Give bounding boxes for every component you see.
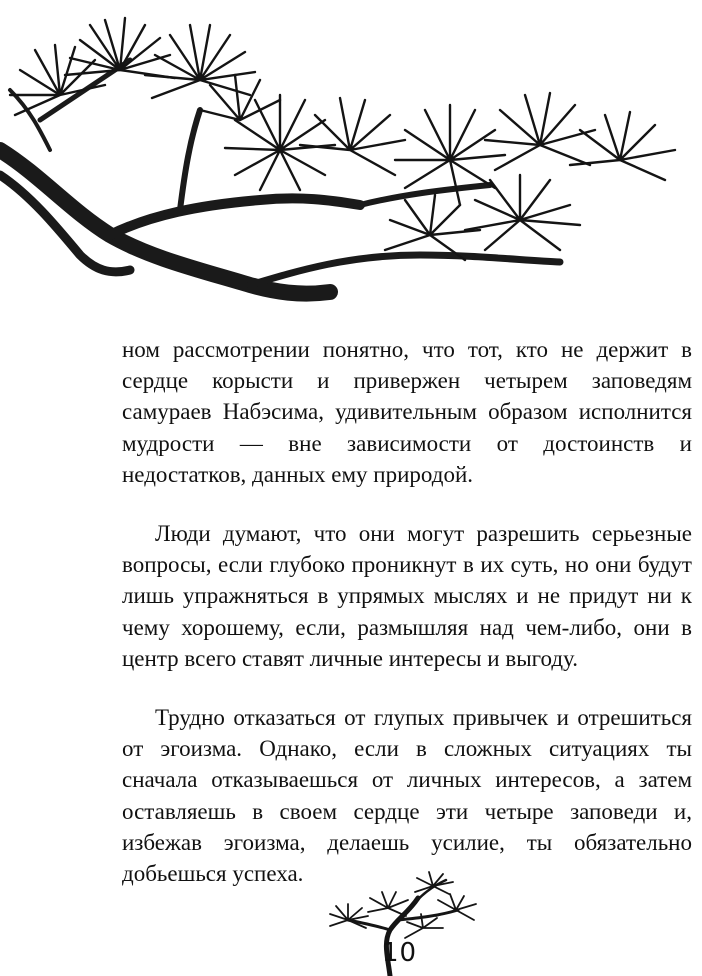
paragraph-1: ном рассмотрении понятно, что тот, кто не держит в сердце корысти и привержен четырем заповедям самураев Набэсима, удивительным образом исполнится мудрости — вне зависимости от достоинств и недостатков, данных ему природой. — [122, 337, 692, 487]
page-number: 10 — [382, 938, 418, 968]
body-text — [122, 334, 692, 917]
paragraph-2: Люди думают, что они могут разрешить серьезные вопросы, если глубоко проникнут в их суть, но они будут лишь упражняться в упрямых мыслях и не придут ни к чему хорошему, если, размышляя над чем-либо, они в центр всего ставят личные интересы и выгоду. — [122, 521, 692, 671]
paragraph-3: Трудно отказаться от глупых привычек и отрешиться от эгоизма. Однако, если в сложных ситуациях ты сначала отказываешься от личных интересов, а затем оставляешь в своем сердце эти четыре заповеди и, избежав эгоизма, делаешь усилие, ты обязательно добьешься успеха. — [122, 705, 692, 887]
pine-branch-illustration — [0, 0, 702, 320]
